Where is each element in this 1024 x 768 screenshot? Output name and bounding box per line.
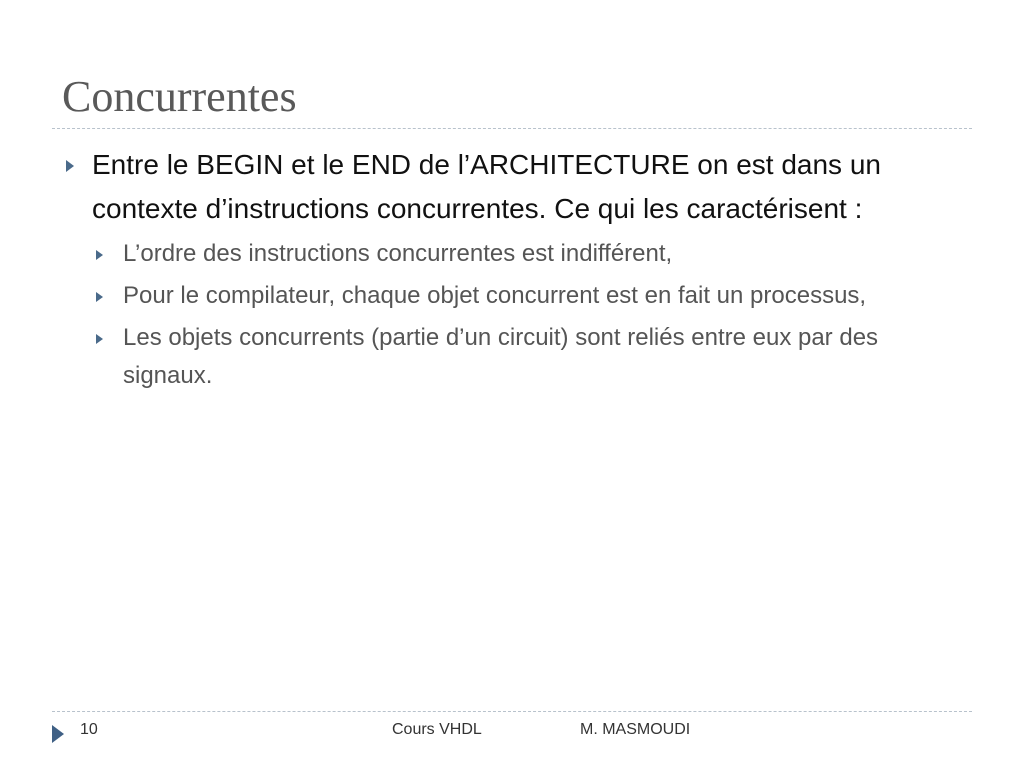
- title-divider: [52, 128, 972, 129]
- sub-bullet-text: L’ordre des instructions concurrentes est indifférent,: [123, 240, 673, 267]
- sub-bullet-text: Pour le compilateur, chaque objet concurrent est en fait un processus,: [123, 282, 867, 309]
- footer-author: M. MASMOUDI: [580, 721, 691, 738]
- sub-bullet-arrow-icon: [96, 250, 103, 260]
- page-number: 10: [80, 721, 98, 738]
- sub-bullet-arrow-icon: [96, 292, 103, 302]
- sub-bullet-item: [92, 319, 962, 395]
- sub-bullet-item: [92, 277, 962, 315]
- sub-bullet-list: [62, 235, 962, 395]
- slide-title: Concurrentes: [62, 72, 297, 121]
- footer-course: Cours VHDL: [392, 721, 482, 738]
- footer-arrow-icon: [52, 725, 64, 743]
- slide-content: [62, 143, 962, 395]
- sub-bullet-item: [92, 235, 962, 273]
- bullet-text: Entre le BEGIN et le END de l’ARCHITECTURE on est dans un contexte d’instructions concurrentes. Ce qui les caractérisent :: [92, 149, 881, 224]
- sub-bullet-text: Les objets concurrents (partie d’un circuit) sont reliés entre eux par des signaux.: [123, 324, 879, 389]
- footer-divider: [52, 711, 972, 712]
- sub-bullet-arrow-icon: [96, 334, 103, 344]
- bullet-item: [62, 143, 962, 231]
- bullet-arrow-icon: [66, 160, 74, 172]
